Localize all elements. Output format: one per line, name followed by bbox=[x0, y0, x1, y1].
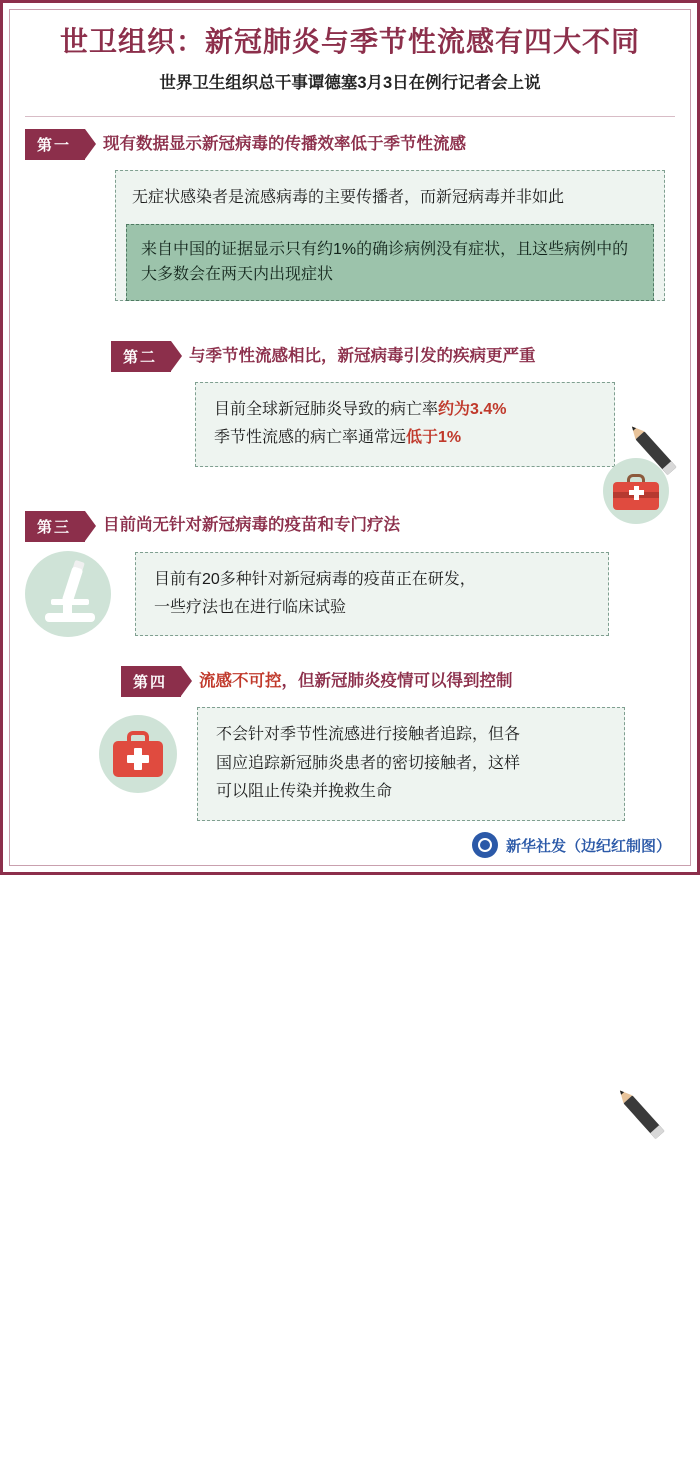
section-one-text: 无症状感染者是流感病毒的主要传播者，而新冠病毒并非如此 bbox=[132, 189, 565, 207]
badge-label: 第二 bbox=[123, 348, 158, 366]
section-four-headline-highlight: 流感不可控 bbox=[199, 672, 282, 691]
first-aid-kit-icon bbox=[99, 715, 177, 793]
page-subtitle: 世界卫生组织总干事谭德塞3月3日在例行记者会上说 bbox=[159, 73, 541, 92]
section-one-headline: 现有数据显示新冠病毒的传播效率低于季节性流感 bbox=[103, 134, 467, 153]
section-three-line-2: 一些疗法也在进行临床试验 bbox=[154, 598, 347, 616]
sections-container bbox=[3, 117, 697, 821]
poster-header bbox=[3, 3, 697, 100]
xinhua-logo-icon bbox=[472, 832, 498, 858]
section-four-header bbox=[121, 666, 675, 697]
section-two-line-1-highlight: 约为3.4% bbox=[438, 400, 507, 418]
section-one-inner-box: 来自中国的证据显示只有约1%的确诊病例没有症状，且这些病例中的大多数会在两天内出现症状 bbox=[126, 224, 654, 301]
section-two-headline: 与季节性流感相比，新冠病毒引发的疾病更严重 bbox=[189, 346, 536, 365]
credit-text: 新华社发（边纪红制图） bbox=[505, 837, 671, 855]
microscope-icon bbox=[25, 551, 111, 637]
section-four-headline bbox=[191, 671, 513, 692]
status-badge bbox=[25, 129, 85, 160]
section-two-line-2-highlight: 低于1% bbox=[406, 429, 462, 447]
section-two-line-2 bbox=[214, 425, 596, 451]
section-four-line-1: 不会针对季节性流感进行接触者追踪，但各 bbox=[216, 726, 521, 744]
section-two-line-2-text: 季节性流感的病亡率通常远 bbox=[214, 429, 407, 447]
section-four-body bbox=[197, 707, 625, 820]
section-two bbox=[111, 341, 675, 467]
status-badge bbox=[25, 511, 85, 542]
badge-label: 第四 bbox=[133, 674, 168, 692]
section-three-line-1: 目前有20多种针对新冠病毒的疫苗正在研发， bbox=[154, 570, 476, 588]
section-four-line-3: 可以阻止传染并挽救生命 bbox=[216, 783, 393, 801]
section-four-headline-text: ，但新冠肺炎疫情可以得到控制 bbox=[281, 672, 513, 691]
section-three-headline: 目前尚无针对新冠病毒的疫苗和专门疗法 bbox=[103, 516, 401, 535]
badge-label: 第三 bbox=[37, 518, 72, 536]
section-four bbox=[121, 666, 675, 820]
section-three-header bbox=[25, 511, 675, 542]
section-one-outer-box bbox=[115, 170, 665, 301]
section-two-body bbox=[195, 382, 615, 467]
section-three bbox=[25, 511, 675, 637]
section-one bbox=[25, 129, 675, 301]
section-two-header bbox=[111, 341, 675, 372]
page-title: 世卫组织：新冠肺炎与季节性流感有四大不同 bbox=[59, 26, 640, 57]
status-badge bbox=[121, 666, 181, 697]
status-badge bbox=[111, 341, 171, 372]
pencil-icon bbox=[615, 1086, 668, 1143]
doctor-bag-icon bbox=[603, 458, 669, 524]
section-one-header bbox=[25, 129, 675, 160]
section-three-body bbox=[135, 552, 609, 637]
section-two-line-1 bbox=[214, 397, 596, 423]
badge-label: 第一 bbox=[37, 137, 72, 155]
section-one-body-wrap bbox=[115, 170, 665, 301]
section-four-line-2: 国应追踪新冠肺炎患者的密切接触者，这样 bbox=[216, 754, 521, 772]
footer-credit bbox=[472, 832, 671, 858]
section-two-line-1-text: 目前全球新冠肺炎导致的病亡率 bbox=[214, 400, 439, 418]
